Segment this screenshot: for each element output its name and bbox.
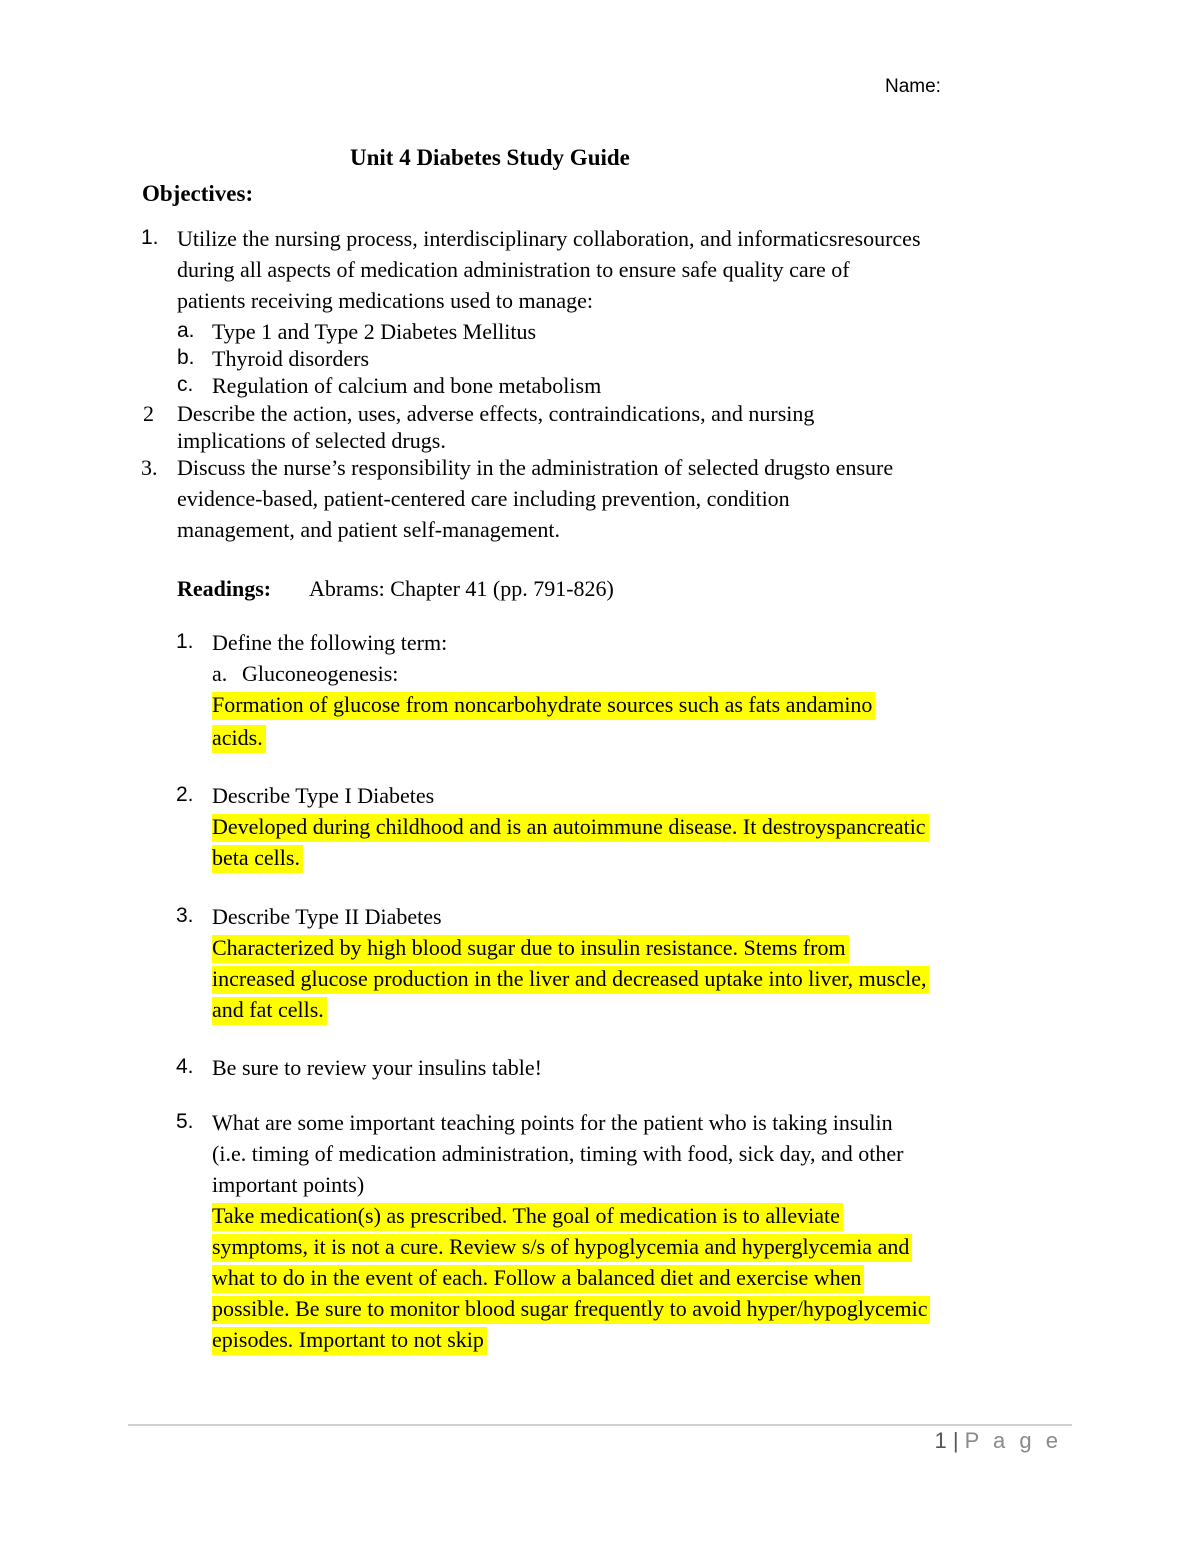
answer-line: Developed during childhood and is an autoimmune disease. It destroyspancreatic bbox=[212, 814, 929, 842]
answer-line: Take medication(s) as prescribed. The goal of medication is to alleviate bbox=[212, 1203, 843, 1231]
page-footer bbox=[934, 1428, 1062, 1454]
readings-text: Abrams: Chapter 41 (pp. 791-826) bbox=[309, 576, 614, 601]
answer-line: Characterized by high blood sugar due to insulin resistance. Stems from bbox=[212, 935, 849, 963]
question-number: 4. bbox=[176, 1055, 194, 1078]
objective-number: 1. bbox=[141, 226, 159, 249]
answer-line: and fat cells. bbox=[212, 997, 327, 1025]
question-number: 5. bbox=[176, 1110, 194, 1133]
name-label: Name: bbox=[885, 76, 941, 97]
page-label: P a g e bbox=[964, 1428, 1062, 1453]
question-prompt-line: What are some important teaching points for the patient who is taking insulin bbox=[212, 1110, 893, 1135]
objective-text-line: Utilize the nursing process, interdisciplinary collaboration, and informaticsresources bbox=[177, 226, 921, 251]
question-prompt-line: important points) bbox=[212, 1172, 365, 1197]
sub-item-text: Regulation of calcium and bone metabolism bbox=[212, 373, 602, 398]
question-prompt: Describe Type I Diabetes bbox=[212, 783, 435, 808]
objective-text-line: during all aspects of medication administration to ensure safe quality care of bbox=[177, 257, 850, 282]
answer-line: possible. Be sure to monitor blood sugar frequently to avoid hyper/hypoglycemic bbox=[212, 1296, 930, 1324]
question-number: 2. bbox=[176, 783, 194, 806]
answer-line: beta cells. bbox=[212, 845, 303, 873]
page-separator: | bbox=[952, 1428, 959, 1453]
objective-text-line: patients receiving medications used to manage: bbox=[177, 288, 594, 313]
answer-line: symptoms, it is not a cure. Review s/s of hypoglycemia and hyperglycemia and bbox=[212, 1234, 912, 1262]
sub-item-text: Thyroid disorders bbox=[212, 346, 370, 371]
question-prompt: Be sure to review your insulins table! bbox=[212, 1055, 542, 1080]
answer-line: acids. bbox=[212, 725, 266, 753]
objective-number: 2 bbox=[143, 401, 154, 426]
answer-line: increased glucose production in the liver and decreased uptake into liver, muscle, bbox=[212, 966, 929, 994]
question-number: 1. bbox=[176, 630, 194, 653]
answer-line: episodes. Important to not skip bbox=[212, 1327, 487, 1355]
sub-item-text: Type 1 and Type 2 Diabetes Mellitus bbox=[212, 319, 537, 344]
objective-text-line: management, and patient self-management. bbox=[177, 517, 561, 542]
question-sub-text: Gluconeogenesis: bbox=[242, 661, 399, 686]
objective-text-line: Discuss the nurse’s responsibility in the administration of selected drugsto ensure bbox=[177, 455, 894, 480]
question-prompt: Define the following term: bbox=[212, 630, 448, 655]
sub-item-letter: b. bbox=[177, 346, 195, 369]
readings-label: Readings: bbox=[177, 576, 272, 601]
objective-text-line: Describe the action, uses, adverse effects, contraindications, and nursing bbox=[177, 401, 815, 426]
sub-item-letter: a. bbox=[177, 319, 195, 342]
objective-text-line: evidence-based, patient-centered care including prevention, condition bbox=[177, 486, 790, 511]
objectives-heading: Objectives: bbox=[142, 181, 254, 206]
question-prompt-line: (i.e. timing of medication administration, timing with food, sick day, and other bbox=[212, 1141, 904, 1166]
page-title: Unit 4 Diabetes Study Guide bbox=[350, 145, 630, 170]
sub-item-letter: c. bbox=[177, 373, 194, 396]
question-sub-letter: a. bbox=[212, 661, 228, 686]
page-number: 1 bbox=[934, 1428, 947, 1453]
answer-line: what to do in the event of each. Follow a balanced diet and exercise when bbox=[212, 1265, 864, 1293]
answer-line: Formation of glucose from noncarbohydrate sources such as fats andamino bbox=[212, 692, 875, 720]
question-prompt: Describe Type II Diabetes bbox=[212, 904, 442, 929]
footer-divider bbox=[128, 1424, 1072, 1426]
objective-text-line: implications of selected drugs. bbox=[177, 428, 446, 453]
question-number: 3. bbox=[176, 904, 194, 927]
objective-number: 3. bbox=[141, 455, 158, 480]
